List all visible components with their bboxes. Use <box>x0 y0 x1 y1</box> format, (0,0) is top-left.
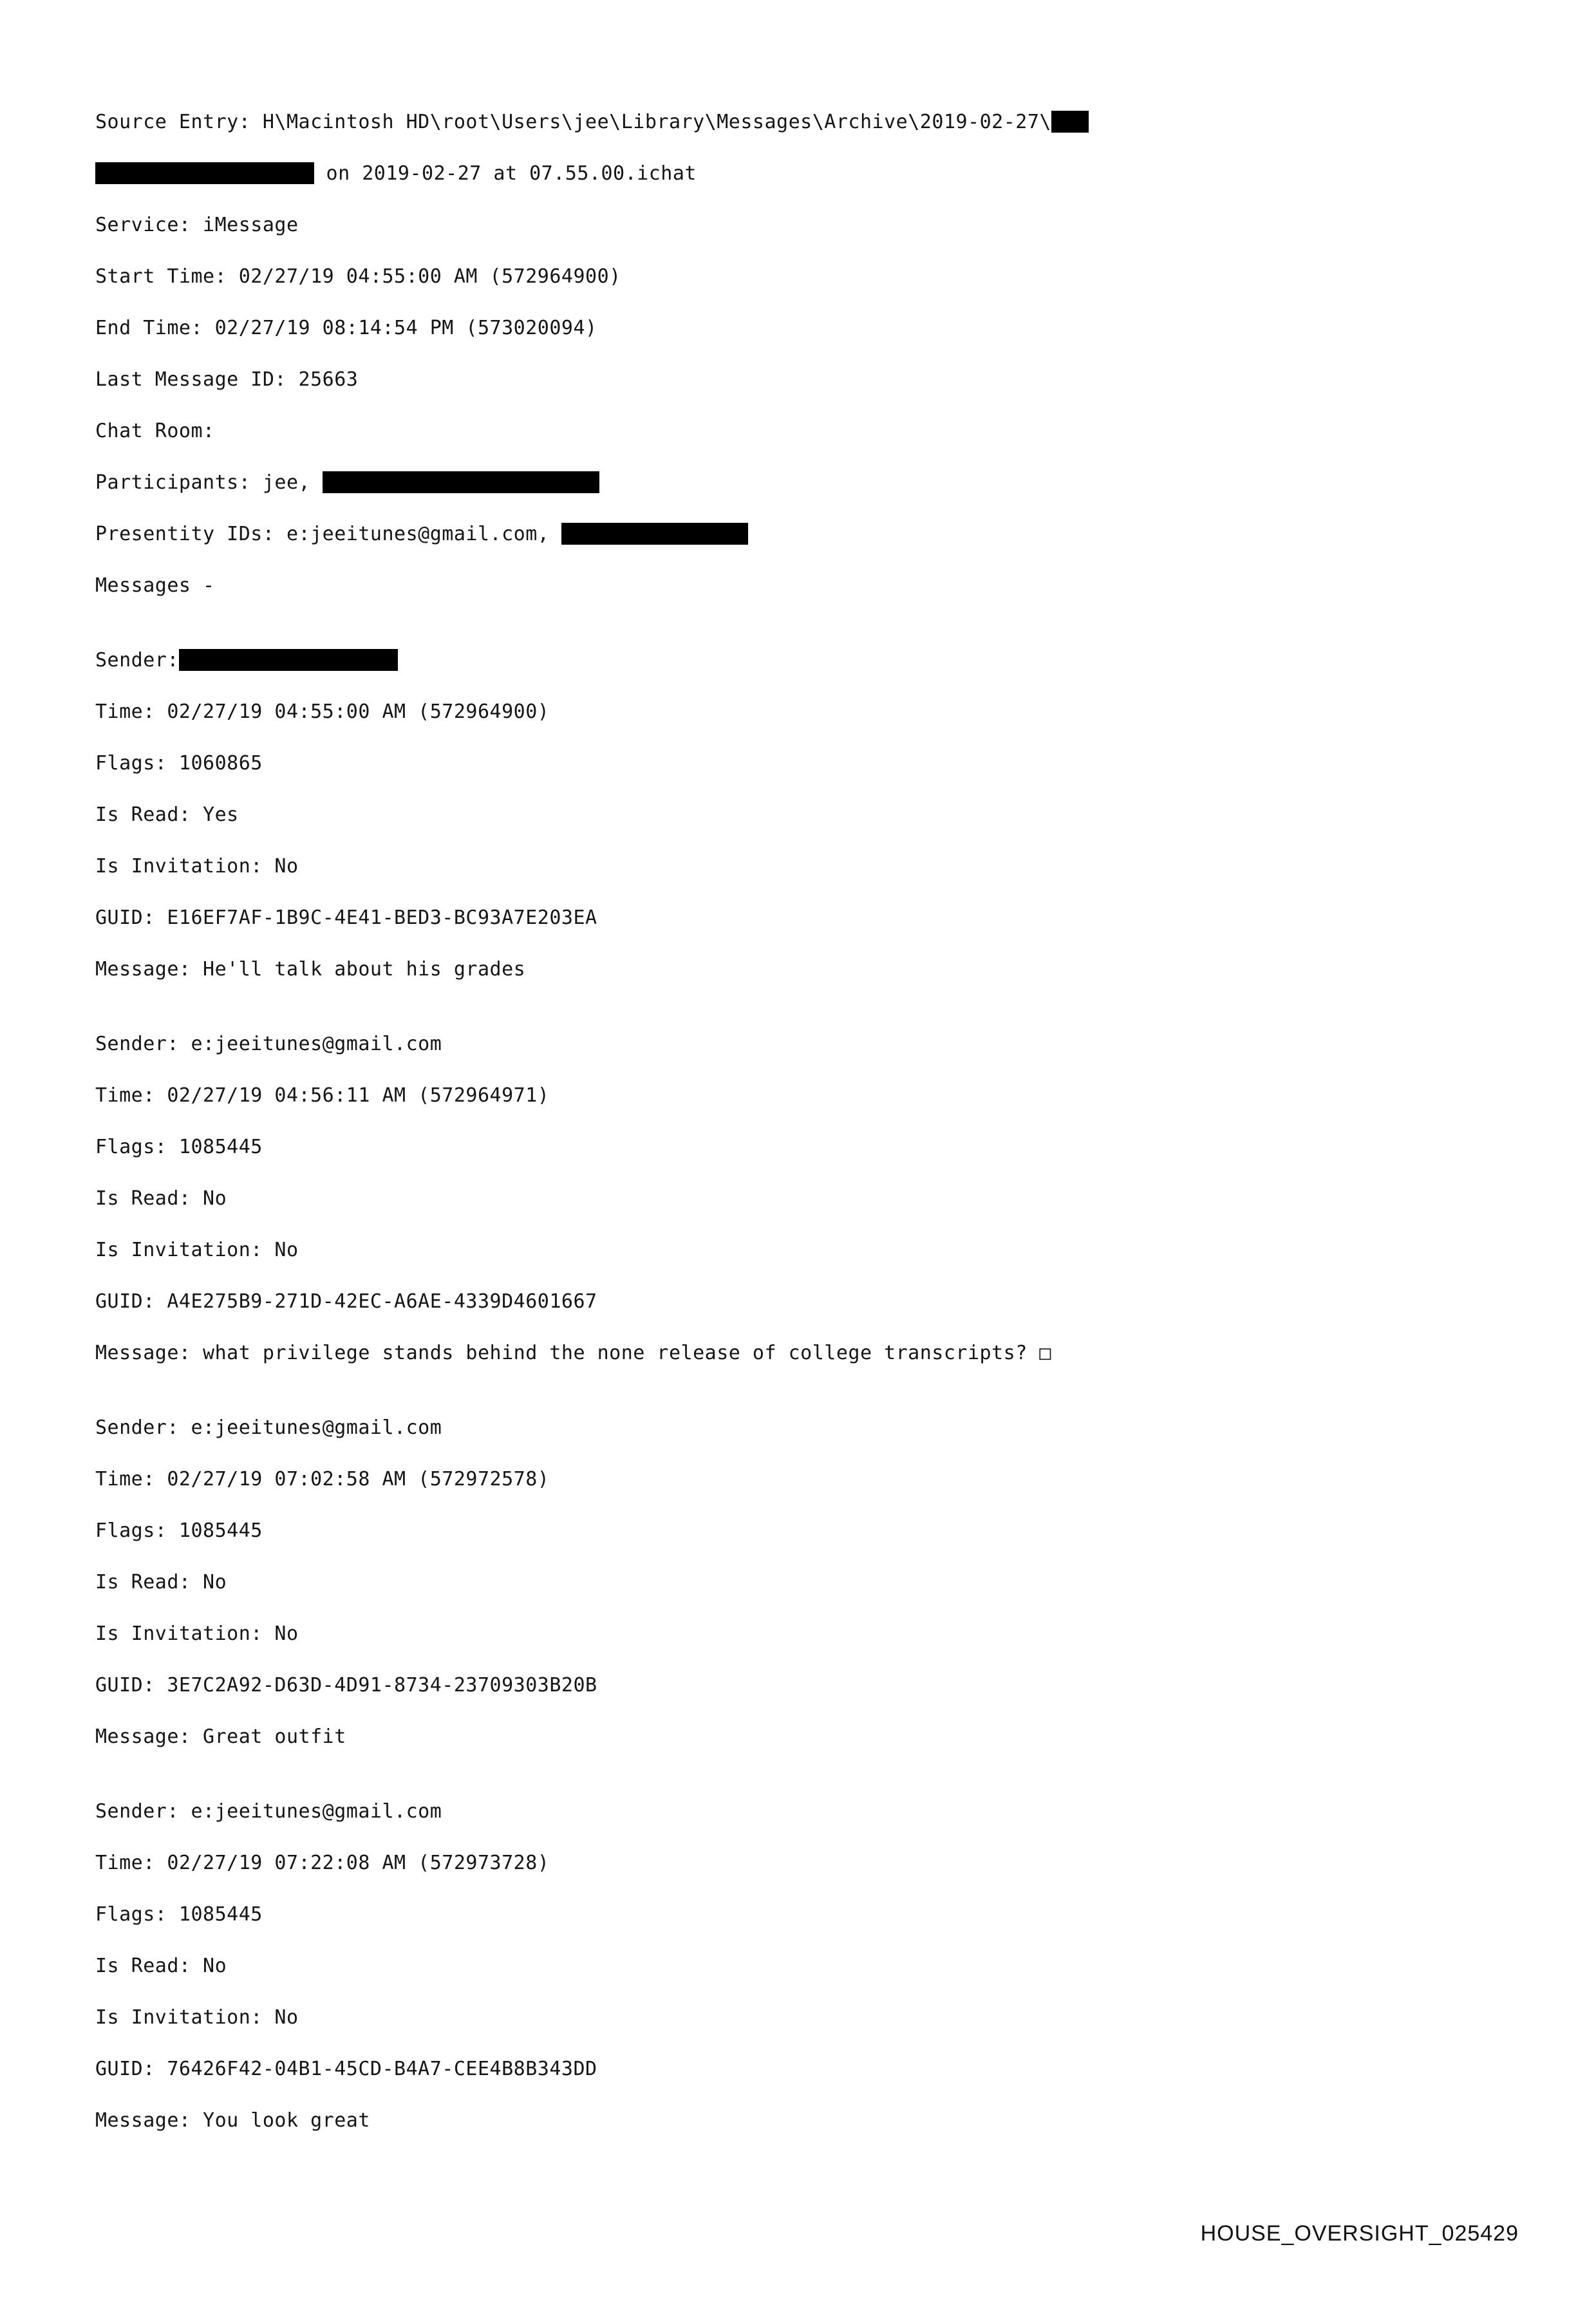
source-entry-continued: on 2019-02-27 at 07.55.00.ichat <box>314 162 697 185</box>
redaction-bar-presentity <box>561 523 748 545</box>
source-entry-label: Source Entry: <box>95 111 263 133</box>
message-time-line: Time: 02/27/19 07:02:58 AM (572972578) <box>95 1468 550 1490</box>
message-entry <box>95 1019 1499 1379</box>
message-flags-line: Flags: 1085445 <box>95 1519 263 1542</box>
message-is-invitation-line: Is Invitation: No <box>95 855 299 878</box>
start-time-line: Start Time: 02/27/19 04:55:00 AM (572964900) <box>95 265 621 288</box>
message-sender: Sender: <box>95 649 179 672</box>
service-line: Service: iMessage <box>95 214 299 236</box>
last-message-id-line: Last Message ID: 25663 <box>95 368 359 391</box>
redaction-bar-sender <box>179 649 398 671</box>
message-is-invitation-line: Is Invitation: No <box>95 1622 299 1645</box>
message-is-invitation-line: Is Invitation: No <box>95 2006 299 2029</box>
source-entry-path: H\Macintosh HD\root\Users\jee\Library\Messages\Archive\2019-02-27\ <box>262 111 1051 133</box>
redaction-bar-source-filename-2 <box>95 162 314 184</box>
messages-label: Messages - <box>95 574 215 597</box>
message-text-line: Message: Great outfit <box>95 1725 346 1748</box>
message-is-read-line: Is Read: Yes <box>95 804 239 826</box>
message-sender-line: Sender: e:jeeitunes@gmail.com <box>95 1033 442 1055</box>
document-body <box>95 97 1499 2170</box>
message-flags-line: Flags: 1085445 <box>95 1903 263 1926</box>
message-guid-line: GUID: 3E7C2A92-D63D-4D91-8734-23709303B20B <box>95 1674 597 1697</box>
source-header <box>95 97 1499 612</box>
message-text-line: Message: what privilege stands behind the none release of college transcripts? □ <box>95 1342 1051 1364</box>
message-entry <box>95 1402 1499 1763</box>
participants-label: Participants: jee, <box>95 471 323 494</box>
source-entry-line <box>95 97 1499 148</box>
message-time-line: Time: 02/27/19 04:55:00 AM (572964900) <box>95 700 550 723</box>
message-is-invitation-line: Is Invitation: No <box>95 1239 299 1261</box>
message-flags-line: Flags: 1060865 <box>95 752 263 775</box>
message-guid-line: GUID: A4E275B9-271D-42EC-A6AE-4339D4601667 <box>95 1290 597 1313</box>
end-time-line: End Time: 02/27/19 08:14:54 PM (573020094) <box>95 317 597 339</box>
chat-room-line: Chat Room: <box>95 420 215 442</box>
message-text-line: Message: You look great <box>95 2109 370 2132</box>
source-entry-line-2 <box>95 148 1499 200</box>
message-sender-line <box>95 635 1499 686</box>
participants-line <box>95 457 1499 509</box>
message-entry <box>95 635 1499 995</box>
message-guid-line: GUID: 76426F42-04B1-45CD-B4A7-CEE4B8B343DD <box>95 2058 597 2080</box>
redaction-bar-source-filename <box>1051 111 1089 133</box>
message-entry <box>95 1786 1499 2147</box>
message-time-line: Time: 02/27/19 07:22:08 AM (572973728) <box>95 1852 550 1874</box>
presentity-ids-line <box>95 509 1499 560</box>
message-time-line: Time: 02/27/19 04:56:11 AM (572964971) <box>95 1084 550 1107</box>
message-sender-line: Sender: e:jeeitunes@gmail.com <box>95 1800 442 1823</box>
message-is-read-line: Is Read: No <box>95 1955 227 1977</box>
message-is-read-line: Is Read: No <box>95 1187 227 1210</box>
message-sender-line: Sender: e:jeeitunes@gmail.com <box>95 1416 442 1439</box>
bates-stamp: HOUSE_OVERSIGHT_025429 <box>1200 2221 1519 2246</box>
redaction-bar-participant <box>323 471 599 493</box>
message-flags-line: Flags: 1085445 <box>95 1136 263 1158</box>
message-text-line: Message: He'll talk about his grades <box>95 958 526 981</box>
message-is-read-line: Is Read: No <box>95 1571 227 1593</box>
message-guid-line: GUID: E16EF7AF-1B9C-4E41-BED3-BC93A7E203EA <box>95 907 597 929</box>
presentity-label: Presentity IDs: e:jeeitunes@gmail.com, <box>95 523 561 545</box>
